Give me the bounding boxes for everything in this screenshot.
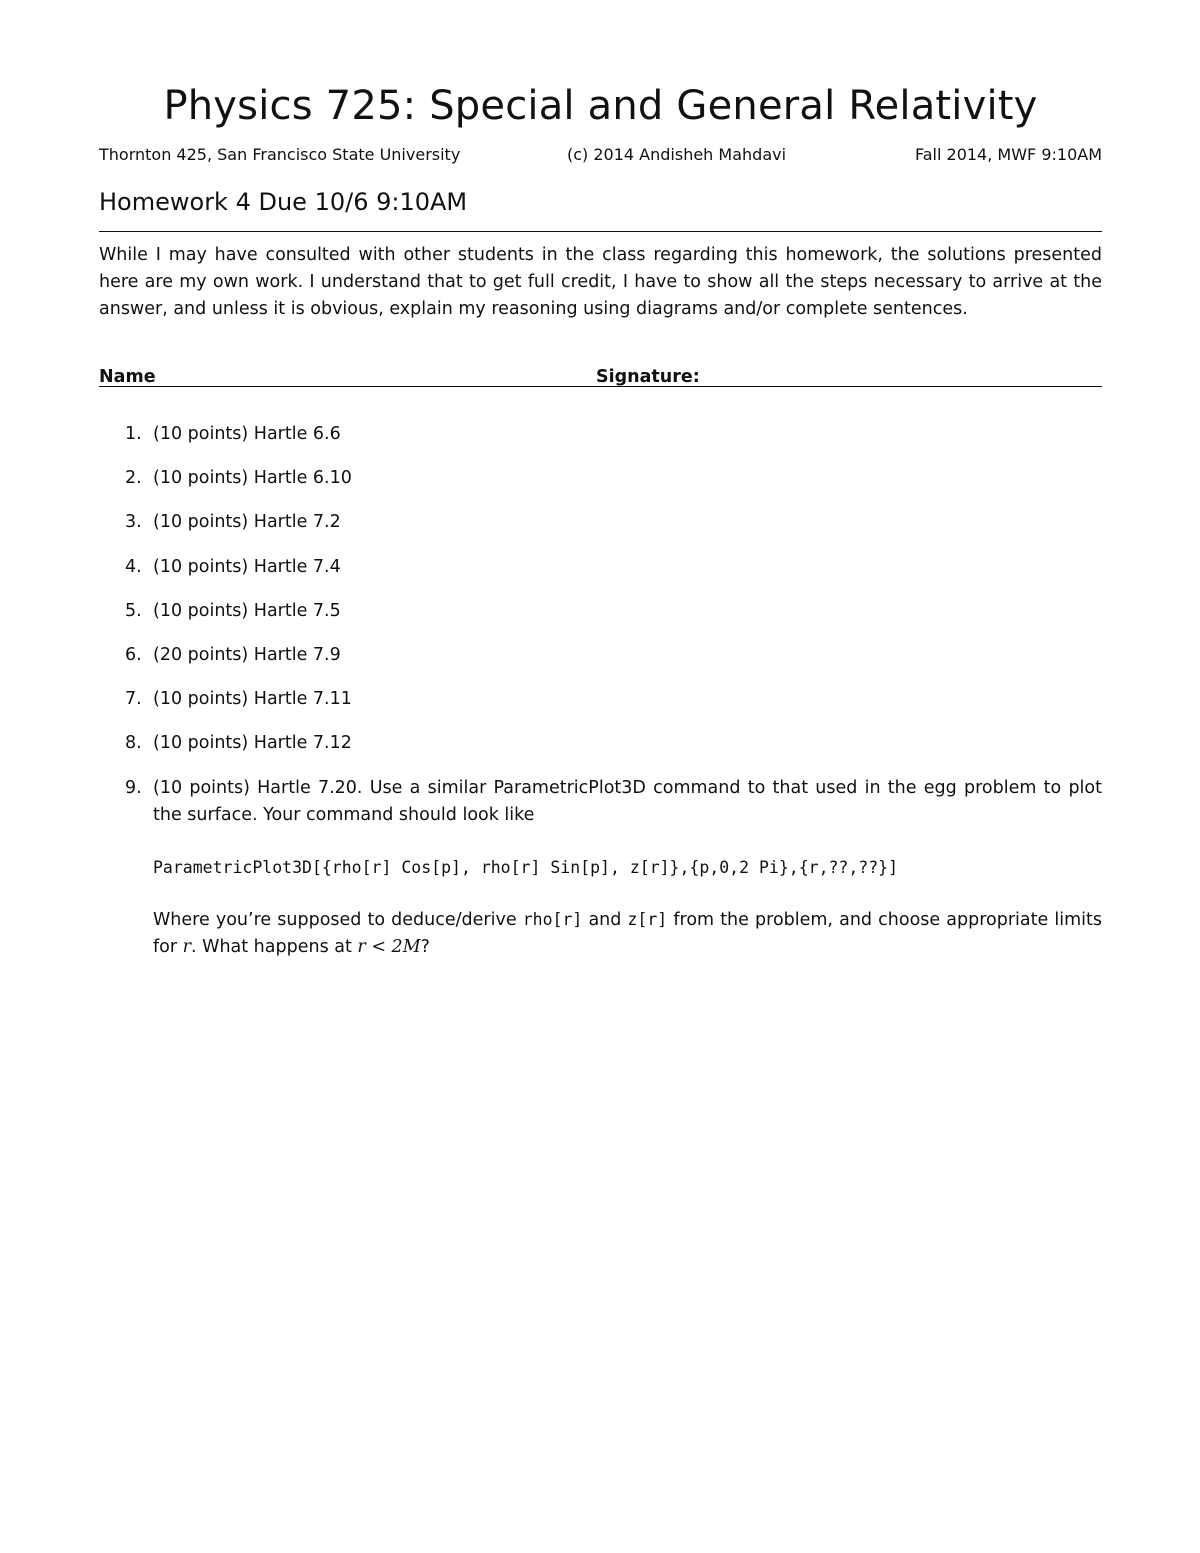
mathematica-command: ParametricPlot3D[{rho[r] Cos[p], rho[r] Sin[p], z[r]},{p,0,2 Pi},{r,??,??}]: [153, 857, 899, 877]
problem-text: (10 points) Hartle 7.2: [153, 512, 341, 533]
list-item: [99, 465, 1102, 492]
problem-number: 1.: [125, 424, 142, 444]
honor-statement: While I may have consulted with other students in the class regarding this homework, the solutions presented here are my own work. I understand that to get full credit, I have to show all the steps necessary to arrive at the answer, and unless it is obvious, explain my reasoning using diagrams and/or complete sentences.: [99, 245, 1102, 319]
followup-text: . What happens at: [191, 936, 358, 957]
code-z: z[r]: [627, 909, 668, 929]
course-location: Thornton 425, San Francisco State University: [99, 145, 461, 164]
followup-text: and: [582, 909, 628, 930]
list-item: [99, 421, 1102, 448]
list-item: [99, 686, 1102, 713]
list-item: [99, 554, 1102, 581]
problem-text: (10 points) Hartle 7.20. Use a similar ParametricPlot3D command to that used in the egg problem to plot the surface. Your command should look like: [153, 777, 1102, 825]
problem-text: (20 points) Hartle 7.9: [153, 644, 341, 665]
problem-text: (10 points) Hartle 7.12: [153, 733, 352, 754]
homework-title: Homework 4 Due 10/6 9:10AM: [99, 188, 468, 216]
problem-number: 8.: [125, 733, 142, 754]
problem-number: 4.: [125, 556, 142, 577]
list-item: [99, 642, 1102, 669]
signature-label: Signature:: [596, 367, 700, 387]
code-rho: rho[r]: [522, 909, 583, 929]
problem-text: (10 points) Hartle 7.4: [153, 556, 341, 577]
problem-number: 2.: [125, 468, 142, 489]
course-term: Fall 2014, MWF 9:10AM: [915, 145, 1102, 164]
problem-text: (10 points) Hartle 6.6: [153, 424, 341, 444]
problem-followup: [153, 906, 1102, 961]
header-divider: [99, 231, 1102, 232]
problem-text: (10 points) Hartle 7.5: [153, 600, 341, 621]
problem-number: 6.: [125, 644, 142, 665]
problem-number: 7.: [125, 689, 142, 710]
list-item: [99, 509, 1102, 536]
problem-number: 9.: [125, 777, 142, 798]
problem-number: 3.: [125, 512, 142, 533]
problem-text: (10 points) Hartle 6.10: [153, 468, 352, 489]
course-copyright: (c) 2014 Andisheh Mahdavi: [567, 145, 787, 164]
course-title: Physics 725: Special and General Relativity: [163, 83, 1038, 129]
problem-text: (10 points) Hartle 7.11: [153, 689, 352, 710]
list-item: [99, 730, 1102, 757]
math-var-r: r: [182, 936, 192, 957]
followup-text: ?: [420, 936, 430, 957]
list-item: [99, 775, 1102, 961]
problem-number: 5.: [125, 600, 142, 621]
followup-text: from the problem, and choose appropriate limits for: [153, 909, 1102, 957]
list-item: [99, 598, 1102, 625]
signoff-underline: [99, 386, 1102, 387]
followup-text: Where you’re supposed to deduce/derive: [153, 909, 523, 930]
course-info-line: [99, 143, 1102, 167]
math-condition: r < 2M: [357, 936, 421, 957]
name-label: Name: [99, 367, 156, 387]
problem-list: [99, 421, 1102, 978]
